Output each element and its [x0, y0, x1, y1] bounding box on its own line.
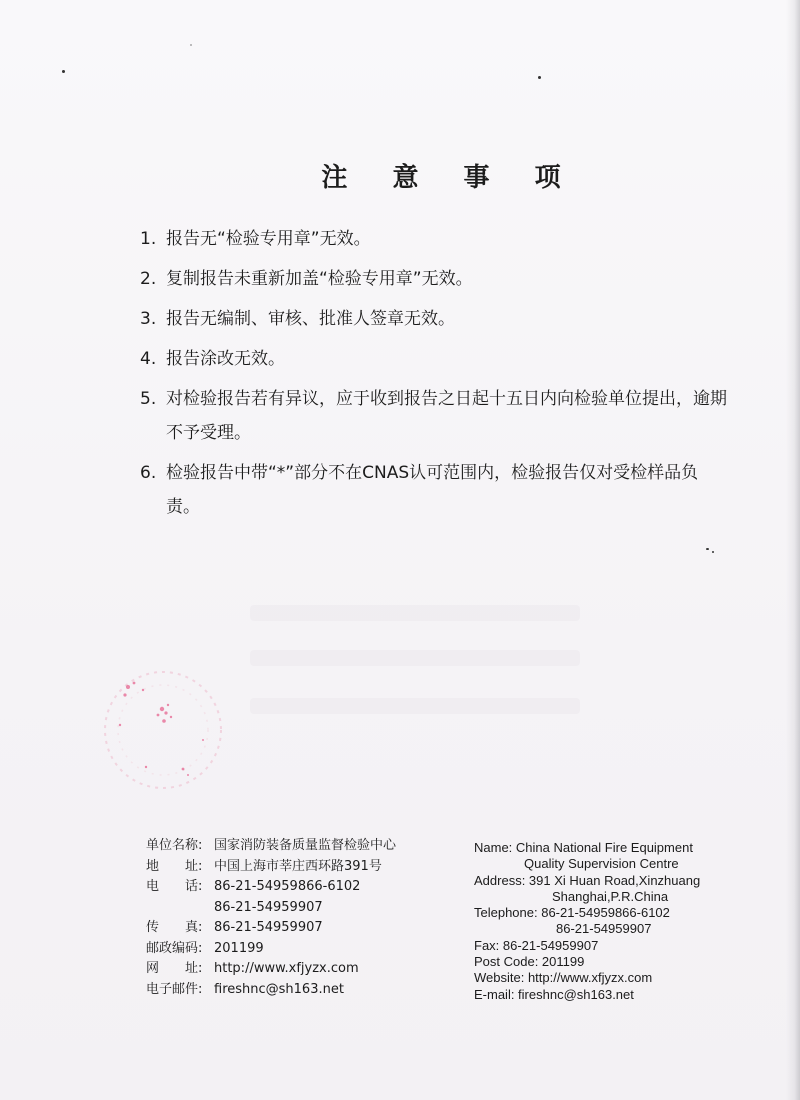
- contact-value: http://www.xfjyzx.com: [214, 961, 359, 976]
- contact-row-website: [146, 959, 396, 980]
- contact-row-phone-2: [146, 898, 396, 919]
- note-number: 4.: [140, 349, 157, 369]
- contact-value: 86-21-54959907: [214, 899, 323, 915]
- scan-speck: [190, 44, 192, 46]
- contact-row-name: [146, 836, 396, 857]
- note-number: 3.: [140, 309, 157, 329]
- contact-value: 201199: [214, 940, 264, 956]
- note-number: 5.: [140, 389, 157, 409]
- note-number: 1.: [140, 229, 157, 249]
- contact-en-email: E-mail: fireshnc@sh163.net: [474, 986, 634, 1002]
- contact-en-post: Post Code: 201199: [474, 954, 585, 970]
- note-text: 报告无编制、审核、批准人签章无效。: [166, 309, 455, 329]
- note-text: 报告涂改无效。: [166, 349, 285, 369]
- contact-value: fireshnc@sh163.net: [214, 981, 344, 997]
- contact-info-english: [474, 840, 700, 1003]
- note-text: 对检验报告若有异议，应于收到报告之日起十五日内向检验单位提出，逾期不予受理。: [166, 389, 727, 443]
- contact-en-address: Address: 391 Xi Huan Road,Xinzhuang: [474, 872, 701, 888]
- note-item: [140, 262, 730, 296]
- notes-list: [140, 222, 730, 530]
- contact-value: 中国上海市莘庄西环路391号: [214, 858, 382, 874]
- contact-label: 地 址:: [146, 858, 203, 874]
- contact-row-address: [146, 857, 396, 878]
- contact-en-name: Name: China National Fire Equipment: [474, 840, 693, 855]
- note-item: [140, 222, 730, 256]
- contact-en-address-2: Shanghai,P.R.China: [552, 888, 669, 904]
- note-text: 检验报告中带“*”部分不在CNAS认可范围内，检验报告仅对受检样品负责。: [166, 463, 699, 517]
- contact-row-post: [146, 939, 396, 960]
- contact-en-website: Website: http://www.xfjyzx.com: [474, 970, 653, 986]
- bleed-through-mark: [250, 605, 580, 621]
- note-text: 报告无“检验专用章”无效。: [166, 229, 371, 249]
- contact-en-phone: Telephone: 86-21-54959866-6102: [474, 905, 670, 921]
- bleed-through-mark: [250, 698, 580, 714]
- contact-value: 86-21-54959866-6102: [214, 879, 361, 894]
- contact-value: 国家消防装备质量监督检验中心: [214, 838, 397, 853]
- contact-row-fax: [146, 918, 396, 939]
- note-number: 6.: [140, 463, 157, 483]
- contact-label: 传 真:: [146, 920, 203, 935]
- contact-label: 邮政编码:: [146, 940, 203, 956]
- contact-value: 86-21-54959907: [214, 920, 323, 935]
- note-number: 2.: [140, 269, 157, 289]
- page-title: 注 意 事 项: [321, 163, 579, 194]
- note-item: [140, 456, 730, 524]
- contact-label: 单位名称:: [146, 838, 203, 853]
- contact-en-fax: Fax: 86-21-54959907: [474, 937, 599, 953]
- bleed-through-mark: [250, 650, 580, 666]
- scan-speck: [706, 548, 709, 550]
- note-text: 复制报告未重新加盖“检验专用章”无效。: [166, 269, 473, 289]
- scan-speck: [62, 70, 65, 73]
- contact-en-name-2: Quality Supervision Centre: [524, 856, 679, 872]
- contact-en-phone-2: 86-21-54959907: [556, 921, 652, 937]
- note-item: [140, 302, 730, 336]
- scan-speck: [712, 551, 714, 553]
- note-item: [140, 342, 730, 376]
- contact-label: 电 话:: [146, 879, 203, 894]
- scan-speck: [538, 76, 541, 79]
- contact-row-phone: [146, 877, 396, 898]
- seal-stamp-icon: [98, 665, 228, 795]
- contact-label: 电子邮件:: [146, 981, 203, 997]
- contact-info-chinese: [146, 836, 396, 1000]
- note-item: [140, 382, 730, 450]
- contact-label: 网 址:: [146, 961, 203, 976]
- contact-row-email: [146, 980, 396, 1001]
